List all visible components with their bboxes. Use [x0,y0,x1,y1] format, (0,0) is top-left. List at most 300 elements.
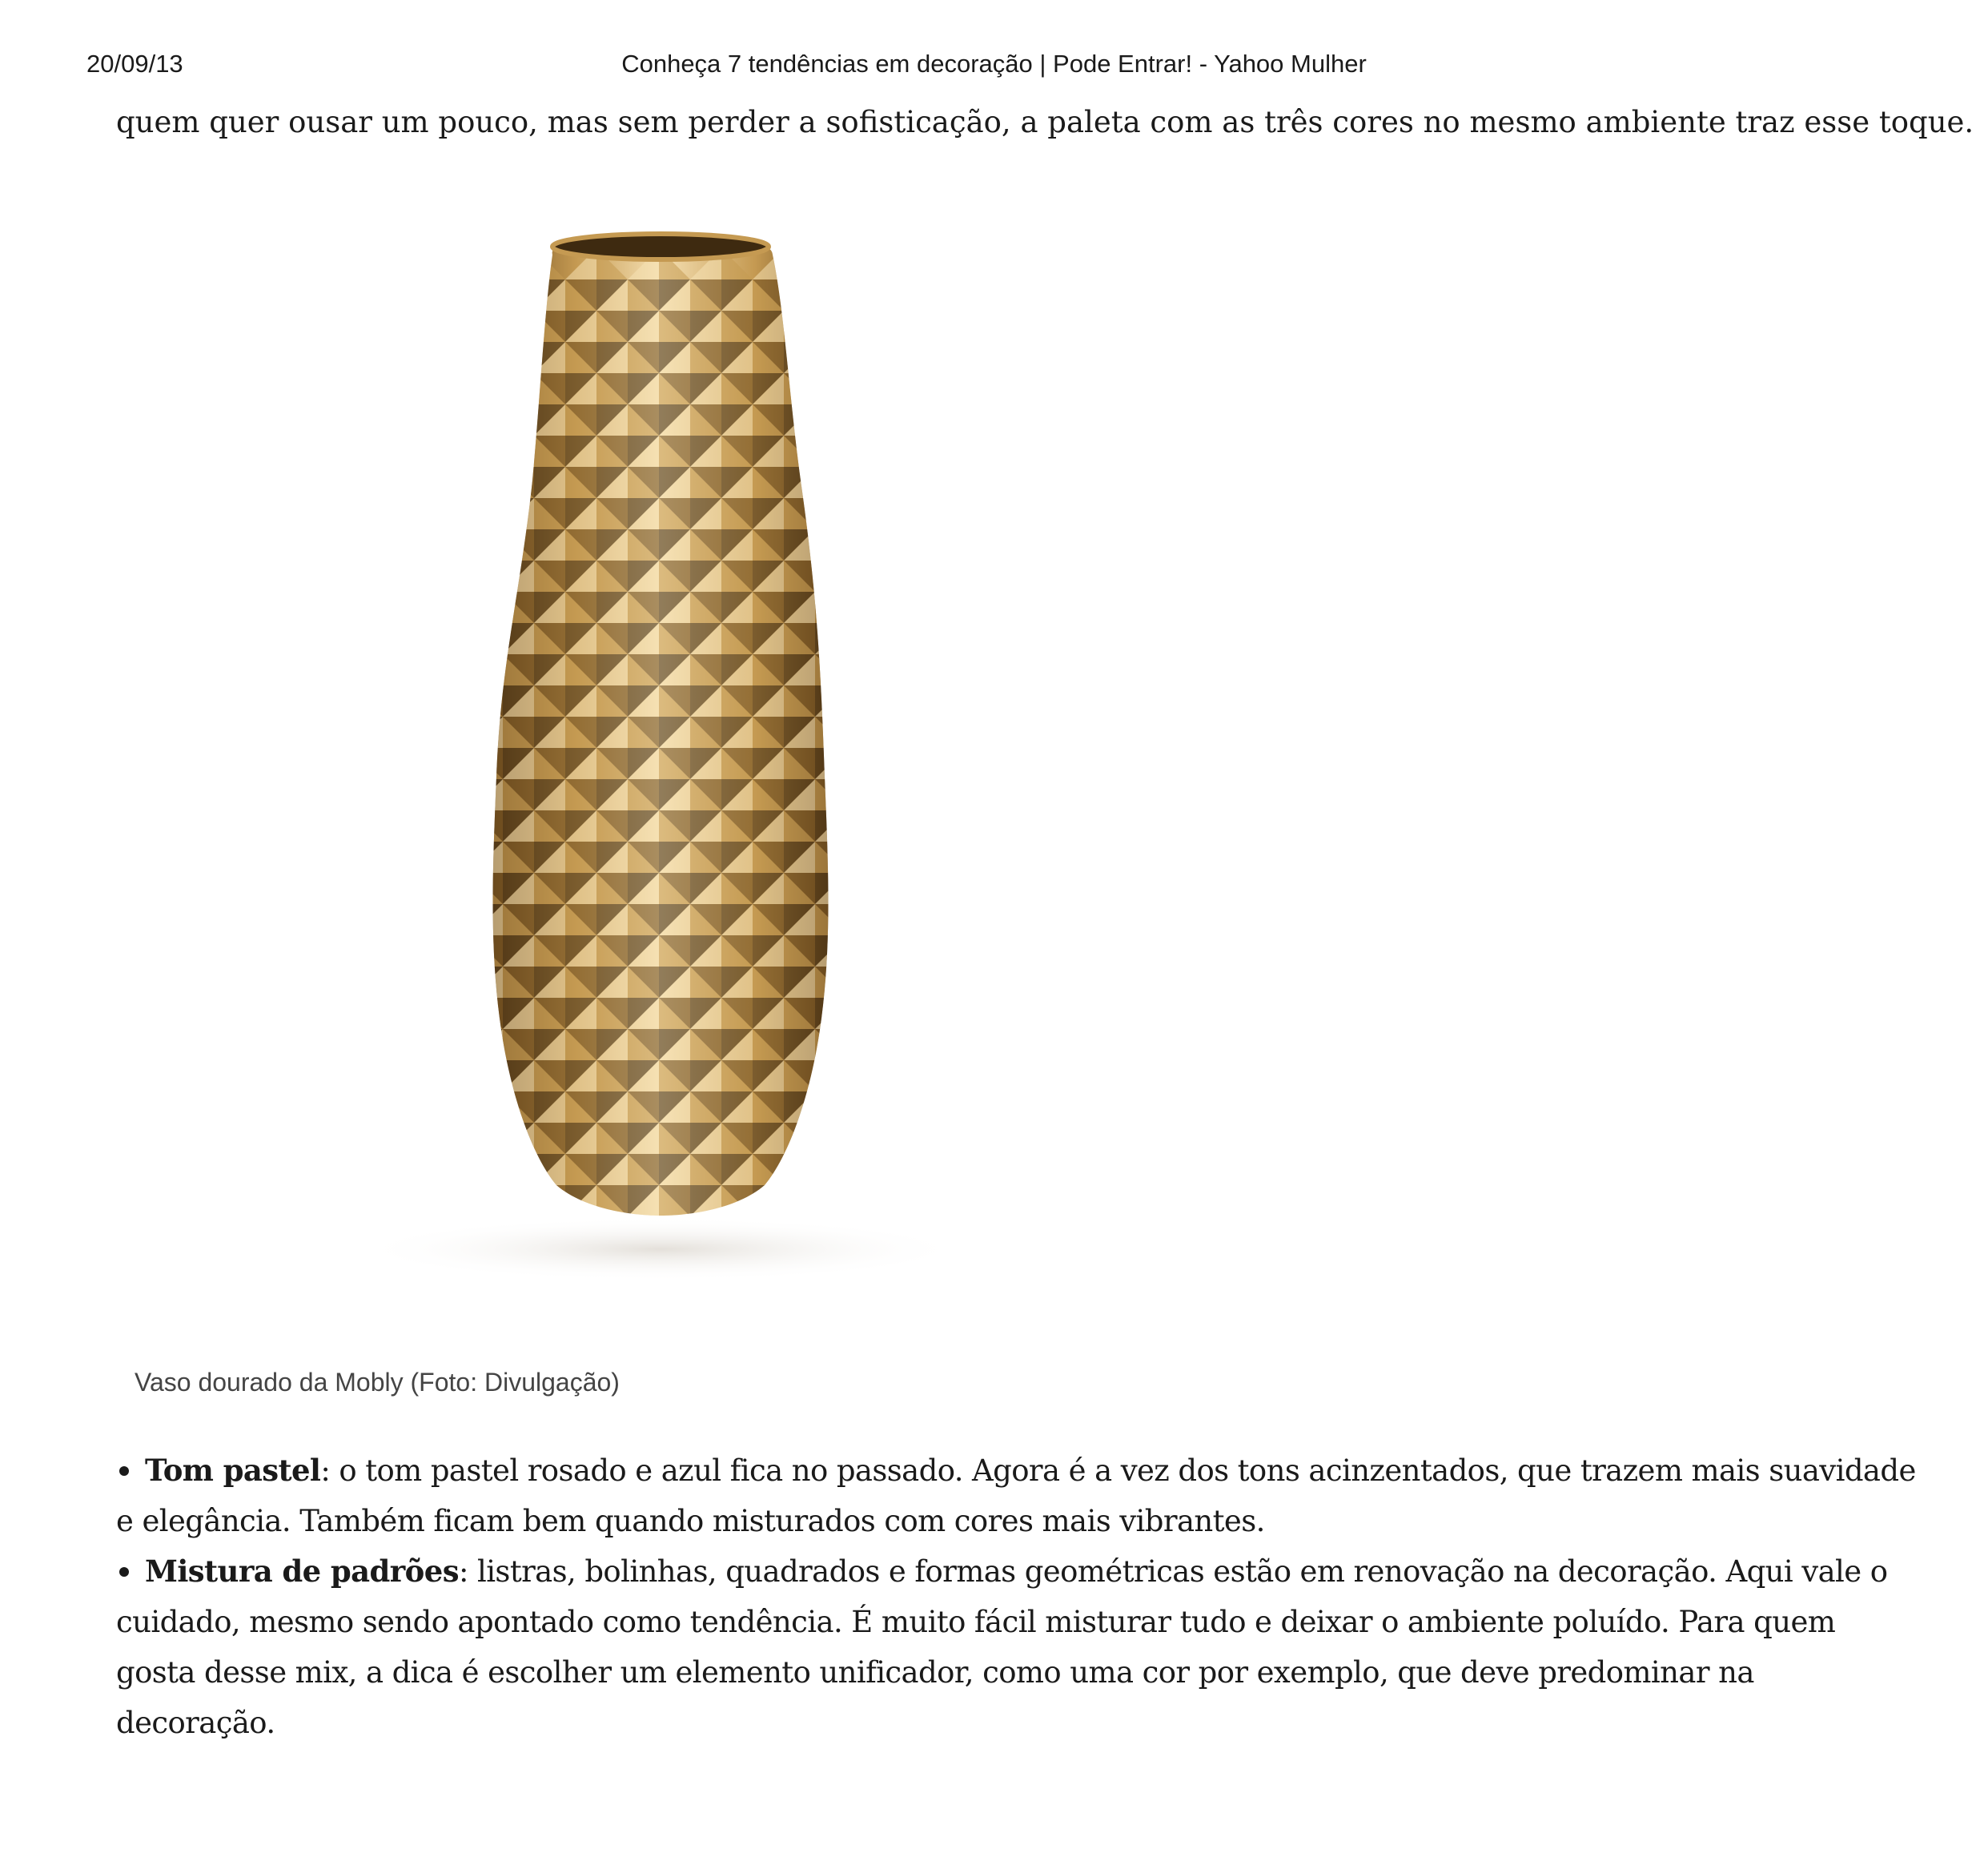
vase-facet [878,1029,909,1060]
vase-facet [846,842,878,873]
vase-facet [784,1154,815,1185]
vase-facet [909,748,940,779]
vase-facet [909,592,940,623]
vase-facet [472,1029,503,1060]
vase-facet [815,279,846,311]
vase-facet [878,373,909,404]
vase-facet [440,1185,472,1216]
vase-facet [472,248,503,279]
vase-facet [940,904,971,935]
vase-facet [472,1279,503,1310]
vase-facet [440,342,472,373]
vase-facet [940,373,971,404]
vase-facet [846,436,878,467]
vase-facet [784,1185,815,1216]
vase-facet [472,311,503,342]
vase-facet [472,529,503,561]
vase-facet [846,1123,878,1154]
vase-facet [909,998,940,1029]
vase-facet [690,1310,721,1341]
vase-facet [784,279,815,311]
vase-facet [815,561,846,592]
vase-facet [846,373,878,404]
vase-facet [940,561,971,592]
vase-facet [503,373,534,404]
vase-facet [940,935,971,967]
vase-facet [846,748,878,779]
vase-facet [940,1123,971,1154]
vase-facet [846,967,878,998]
vase-facet [846,904,878,935]
vase-facet [846,654,878,685]
vase-facet [472,373,503,404]
vase-facet [846,873,878,904]
vase-photo [304,216,1121,1361]
vase-facet [878,623,909,654]
vase-facet [815,342,846,373]
vase-facet [909,967,940,998]
vase-facet [878,904,909,935]
vase-facet [878,342,909,373]
vase-facet [503,404,534,436]
list-item [116,1546,1918,1748]
vase-facet [846,373,878,404]
vase-facet [440,779,472,810]
vase-facet [940,311,971,342]
vase-facet [909,592,940,623]
vase-facet [878,935,909,967]
vase-facet [753,1279,784,1310]
vase-facet [472,1060,503,1091]
vase-facet [472,373,503,404]
vase-facet [909,623,940,654]
vase-facet [472,1123,503,1154]
vase-facet [503,1185,534,1216]
vase-facet [472,1060,503,1091]
vase-facet [846,685,878,717]
vase-facet [472,717,503,748]
vase-facet [909,1060,940,1091]
vase-facet [784,342,815,373]
vase-facet [503,436,534,467]
vase-facet [628,1279,659,1310]
vase-facet [940,967,971,998]
vase-facet [472,592,503,623]
vase-facet [846,529,878,561]
vase-facet [878,935,909,967]
vase-facet [940,998,971,1029]
vase-facet [878,404,909,436]
vase-facet [815,561,846,592]
vase-facet [815,467,846,498]
list-item-term: Tom pastel [145,1453,321,1488]
vase-facet [472,592,503,623]
list-item-text: : listras, bolinhas, quadrados e formas geométricas estão em renovação na decoração. Aqui vale o cuidado, mesmo sendo apontado como tendência. É muito fácil misturar tudo e deixar o ambiente poluído. Para quem gosta desse mix, a dica é escolher um elemento unificador, como uma cor por exemplo, que deve predominar na decoração. [116,1554,1888,1740]
vase-diamond-facets [440,248,971,1341]
vase-facet [784,1310,815,1341]
vase-facet [721,1279,753,1310]
vase-facet [878,623,909,654]
vase-facet [878,1123,909,1154]
vase-facet [596,1310,628,1341]
vase-facet [846,748,878,779]
vase-facet [940,1091,971,1123]
vase-facet [815,1185,846,1216]
vase-facet [909,842,940,873]
vase-facet [503,467,534,498]
vase-facet [534,1185,565,1216]
vase-facet [815,1185,846,1216]
vase-facet [878,685,909,717]
vase-facet [472,685,503,717]
vase-facet [846,342,878,373]
vase-facet [909,311,940,342]
vase-facet [815,1091,846,1123]
vase-facet [472,967,503,998]
vase-facet [878,311,909,342]
vase-facet [846,561,878,592]
vase-facet [909,935,940,967]
vase-facet [940,623,971,654]
vase-facet [846,529,878,561]
vase-facet [909,1310,940,1341]
vase-facet [472,1123,503,1154]
vase-facet [440,467,472,498]
vase-facet [721,1279,753,1310]
vase-facet [846,810,878,842]
vase-facet [815,529,846,561]
vase-facet [628,1279,659,1310]
vase-facet [846,1029,878,1060]
vase-facet [878,810,909,842]
vase-facet [909,279,940,311]
vase-facet [784,311,815,342]
vase-facet [472,1185,503,1216]
vase-facet [472,467,503,498]
vase-facet [596,1279,628,1310]
vase-facet [690,1279,721,1310]
vase-facet [878,1091,909,1123]
vase-facet [878,467,909,498]
vase-facet [440,935,472,967]
vase-facet [878,1060,909,1091]
vase-facet [909,873,940,904]
vase-facet [440,436,472,467]
floor-shadow [356,1217,965,1281]
vase-facet [503,1123,534,1154]
vase-facet [878,279,909,311]
vase-facet [940,529,971,561]
vase-facet [815,1123,846,1154]
vase-facet [784,373,815,404]
vase-facet [909,779,940,810]
vase-facet [878,529,909,561]
vase-facet [846,842,878,873]
vase-facet [815,498,846,529]
vase-facet [940,779,971,810]
vase-facet [846,342,878,373]
vase-facet [846,1060,878,1091]
page-title: Conheça 7 tendências em decoração | Pode Entrar! - Yahoo Mulher [621,50,1367,78]
vase-facet [878,873,909,904]
vase-facet [503,1185,534,1216]
vase-facet [815,1060,846,1091]
vase-facet [909,1154,940,1185]
vase-facet [846,404,878,436]
vase-facet [815,1060,846,1091]
vase-facet [846,498,878,529]
vase-facet [753,1310,784,1341]
vase-facet [440,873,472,904]
vase-facet [909,748,940,779]
vase-facet [440,654,472,685]
vase-facet [909,1279,940,1310]
vase-facet [940,467,971,498]
vase-facet [846,873,878,904]
vase-facet [815,1279,846,1310]
vase-facet [815,248,846,279]
vase-facet [815,311,846,342]
vase-facet [784,342,815,373]
vase-facet [878,998,909,1029]
vase-facet [815,498,846,529]
vase-facet [940,810,971,842]
vase-facet [878,311,909,342]
vase-facet [940,1154,971,1185]
list-item-term: Mistura de padrões [145,1554,459,1589]
vase-facet [846,1123,878,1154]
vase-facet [909,1185,940,1216]
vase-facet [503,279,534,311]
vase-facet [878,842,909,873]
vase-facet [909,436,940,467]
vase-facet [815,904,846,935]
vase-facet [846,561,878,592]
vase-facet [440,904,472,935]
vase-facet [472,529,503,561]
vase-facet [909,1091,940,1123]
vase-facet [503,467,534,498]
vase-facet [909,935,940,967]
vase-facet [784,1279,815,1310]
vase-facet [909,810,940,842]
vase-facet [815,1154,846,1185]
vase-facet [440,1029,472,1060]
vase-facet [909,342,940,373]
vase-facet [784,1279,815,1310]
vase-facet [565,1279,596,1310]
vase-facet [909,373,940,404]
vase-facet [940,873,971,904]
vase-facet [878,779,909,810]
vase-facet [815,1279,846,1310]
vase-facet [909,904,940,935]
vase-facet [815,967,846,998]
vase-facet [503,1154,534,1185]
vase-facet [878,1279,909,1310]
vase-facet [472,717,503,748]
vase-facet [815,1091,846,1123]
vase-facet [815,373,846,404]
vase-facet [503,373,534,404]
vase-facet [440,592,472,623]
vase-facet [440,1154,472,1185]
vase-facet [815,342,846,373]
list-item-text: : o tom pastel rosado e azul fica no passado. Agora é a vez dos tons acinzentados, que trazem mais suavidade e elegância. Também ficam bem quando misturados com cores mais vibrantes. [116,1453,1916,1538]
vase-facet [878,842,909,873]
vase-facet [878,1310,909,1341]
vase-facet [472,1091,503,1123]
vase-facet [440,1123,472,1154]
vase-facet [472,498,503,529]
vase-facet [909,248,940,279]
vase-facet [909,685,940,717]
vase-facet [440,810,472,842]
vase-facet [784,279,815,311]
vase-facet [815,404,846,436]
vase-facet [440,373,472,404]
vase-facet [846,436,878,467]
vase-facet [940,748,971,779]
vase-facet [878,248,909,279]
vase-facet [909,654,940,685]
vase-facet [846,311,878,342]
vase-facet [472,1154,503,1185]
vase-facet [472,342,503,373]
vase-facet [878,1060,909,1091]
vase-facet [815,592,846,623]
bullet-dot [119,1567,129,1577]
vase-facet [659,1279,690,1310]
vase-facet [440,248,472,279]
vase-facet [909,498,940,529]
vase-facet [878,748,909,779]
vase-facet [472,685,503,717]
vase-facet [815,404,846,436]
vase-facet [472,1310,503,1341]
list-item [116,1445,1918,1546]
intro-paragraph: quem quer ousar um pouco, mas sem perder a sofisticação, a paleta com as três cores no mesmo ambiente traz esse toque. [116,105,1974,139]
vase-facet [846,467,878,498]
vase-facet [909,529,940,561]
vase-facet [534,1279,565,1310]
vase-facet [503,436,534,467]
vase-facet [940,404,971,436]
vase-facet [690,1279,721,1310]
vase-facet [878,717,909,748]
vase-facet [815,529,846,561]
vase-facet [878,404,909,436]
vase-facet [503,1154,534,1185]
vase-facet [846,998,878,1029]
vase-facet [878,561,909,592]
vase-facet [472,279,503,311]
vase-facet [846,935,878,967]
vase-facet [846,779,878,810]
vase-facet [846,1091,878,1123]
vase-facet [909,373,940,404]
vase-facet [940,592,971,623]
vase-facet [909,404,940,436]
vase-facet [815,717,846,748]
vase-illustration [304,216,1121,1361]
vase-facet [472,561,503,592]
vase-facet [846,717,878,748]
vase-facet [440,311,472,342]
vase-facet [878,1123,909,1154]
vase-facet [846,592,878,623]
vase-facet [878,1154,909,1185]
vase-facet [878,373,909,404]
vase-facet [472,623,503,654]
vase-facet [472,404,503,436]
vase-facet [815,311,846,342]
vase-facet [878,436,909,467]
vase-facet [753,1279,784,1310]
vase-facet [846,810,878,842]
vase-facet [815,436,846,467]
vase-facet [846,779,878,810]
vase-facet [878,1279,909,1310]
vase-facet [878,592,909,623]
vase-facet [815,654,846,685]
vase-facet [753,1185,784,1216]
vase-facet [909,717,940,748]
vase-facet [909,561,940,592]
vase-facet [503,311,534,342]
vase-facet [503,404,534,436]
vase-facet [503,342,534,373]
vase-facet [440,967,472,998]
vase-facet [909,467,940,498]
vase-facet [846,623,878,654]
vase-facet [503,279,534,311]
vase-facet [878,967,909,998]
vase-facet [846,248,878,279]
vase-facet [815,779,846,810]
vase-facet [815,1154,846,1185]
vase-facet [472,1029,503,1060]
vase-facet [878,873,909,904]
vase-rim [552,234,769,259]
vase-facet [846,967,878,998]
vase-facet [503,342,534,373]
vase-facet [940,842,971,873]
vase-facet [503,1279,534,1310]
vase-facet [472,654,503,685]
vase-facet [940,436,971,467]
vase-facet [846,717,878,748]
vase-facet [909,685,940,717]
vase-facet [878,654,909,685]
vase-facet [846,1154,878,1185]
vase-facet [440,1279,472,1310]
vase-facet [472,498,503,529]
vase-facet [565,1279,596,1310]
vase-facet [909,967,940,998]
vase-facet [878,592,909,623]
vase-facet [909,1185,940,1216]
vase-facet [909,998,940,1029]
vase-facet [940,279,971,311]
vase-facet [878,498,909,529]
vase-facet [846,1310,878,1341]
print-date: 20/09/13 [86,50,183,78]
vase-facet [815,623,846,654]
vase-facet [909,1123,940,1154]
vase-facet [846,904,878,935]
vase-facet [940,685,971,717]
